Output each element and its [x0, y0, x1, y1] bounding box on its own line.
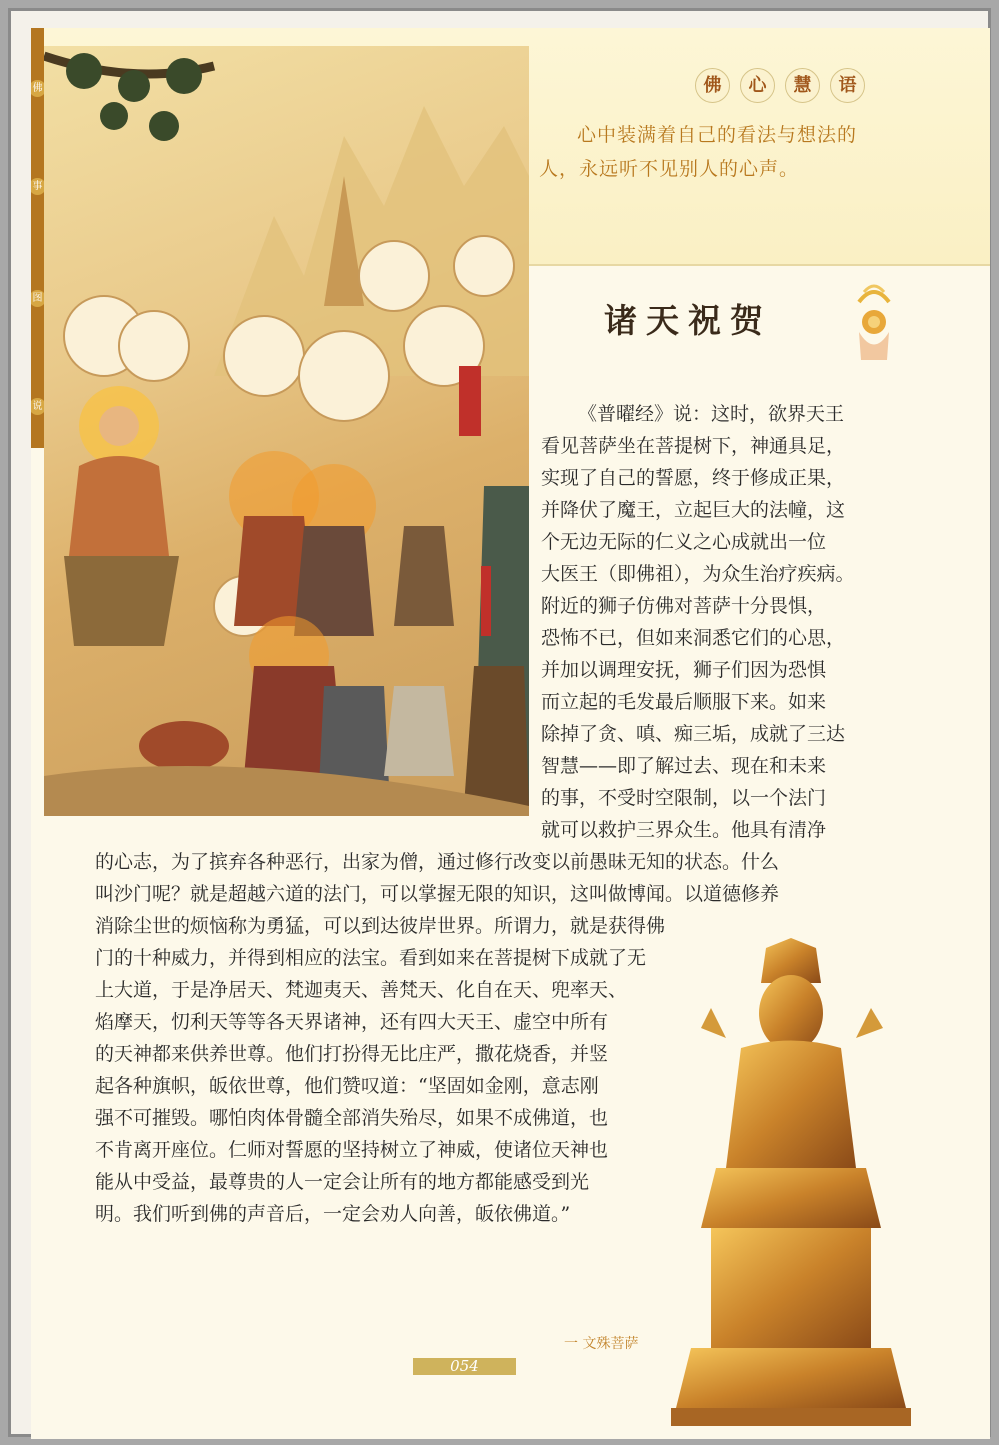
- manjushri-statue-image: [671, 938, 911, 1428]
- text-line: 焰摩天，忉利天等等各天界诸神，还有四大天王、虚空中所有: [95, 1011, 609, 1033]
- image-caption: 一 文殊菩萨: [564, 1336, 639, 1352]
- header-seal-char: 语: [830, 68, 865, 103]
- side-mark: 佛: [31, 80, 46, 97]
- book-page: [31, 28, 990, 1439]
- text-line: 上大道，于是净居天、梵迦夷天、善梵天、化自在天、兜率天、: [95, 979, 628, 1001]
- text-line: 恐怖不已，但如来洞悉它们的心思，: [541, 627, 846, 649]
- text-line: 门的十种威力，并得到相应的法宝。看到如来在菩提树下成就了无: [95, 947, 647, 969]
- wisdom-quote: 心中装满着自己的看法与想法的人，永远听不见别人的心声。: [539, 124, 858, 180]
- page-number: 054: [413, 1358, 516, 1375]
- article-body-left: [95, 910, 695, 1230]
- buddha-painting: [44, 46, 529, 816]
- text-line: 而立起的毛发最后顺服下来。如来: [541, 691, 827, 713]
- text-line: 就可以救护三界众生。他具有清净: [541, 819, 827, 841]
- text-line: 能从中受益，最尊贵的人一定会让所有的地方都能感受到光: [95, 1171, 590, 1193]
- text-line: 不肯离开座位。仁师对誓愿的坚持树立了神威，使诸位天神也: [95, 1139, 609, 1161]
- text-line: 强不可摧毁。哪怕肉体骨髓全部消失殆尽，如果不成佛道，也: [95, 1107, 609, 1129]
- header-seal-char: 慧: [785, 68, 820, 103]
- page-title: 诸天祝贺: [604, 301, 772, 340]
- text-line: 叫沙门呢？就是超越六道的法门，可以掌握无限的知识，这叫做博闻。以道德修养: [95, 883, 780, 905]
- page-frame: [8, 8, 991, 1437]
- text-line: 大医王（即佛祖），为众生治疗疾病。: [541, 563, 855, 585]
- lotus-hand-icon: [849, 282, 899, 362]
- side-mark: 说: [31, 398, 46, 415]
- text-line: 智慧——即了解过去、现在和未来: [541, 755, 827, 777]
- text-line: 消除尘世的烦恼称为勇猛，可以到达彼岸世界。所谓力，就是获得佛: [95, 915, 666, 937]
- text-line: 除掉了贪、嗔、痴三垢，成就了三达: [541, 723, 846, 745]
- text-line: 并降伏了魔王，立起巨大的法幢，这: [541, 499, 846, 521]
- text-line: 的事，不受时空限制，以一个法门: [541, 787, 827, 809]
- text-line: 《普曜经》说：这时，欲界天王: [578, 403, 845, 425]
- header-seal-char: 佛: [695, 68, 730, 103]
- article-body-right: [541, 398, 876, 846]
- side-mark: 图: [31, 290, 46, 307]
- text-line: 个无边无际的仁义之心成就出一位: [541, 531, 827, 553]
- article-body-full: [95, 846, 895, 910]
- text-line: 的心志，为了摈弃各种恶行，出家为僧，通过修行改变以前愚昧无知的状态。什么: [95, 851, 780, 873]
- text-line: 附近的狮子仿佛对菩萨十分畏惧，: [541, 595, 827, 617]
- text-line: 的天神都来供养世尊。他们打扮得无比庄严，撒花烧香，并竖: [95, 1043, 609, 1065]
- text-line: 起各种旗帜，皈依世尊，他们赞叹道：“坚固如金刚，意志刚: [95, 1075, 599, 1097]
- text-line: 明。我们听到佛的声音后，一定会劝人向善，皈依佛道。”: [95, 1203, 571, 1225]
- text-line: 并加以调理安抚，狮子们因为恐惧: [541, 659, 827, 681]
- text-line: 看见菩萨坐在菩提树下，神通具足，: [541, 435, 846, 457]
- side-mark: 事: [31, 178, 46, 195]
- header-seal-char: 心: [740, 68, 775, 103]
- text-line: 实现了自己的誓愿，终于修成正果，: [541, 467, 846, 489]
